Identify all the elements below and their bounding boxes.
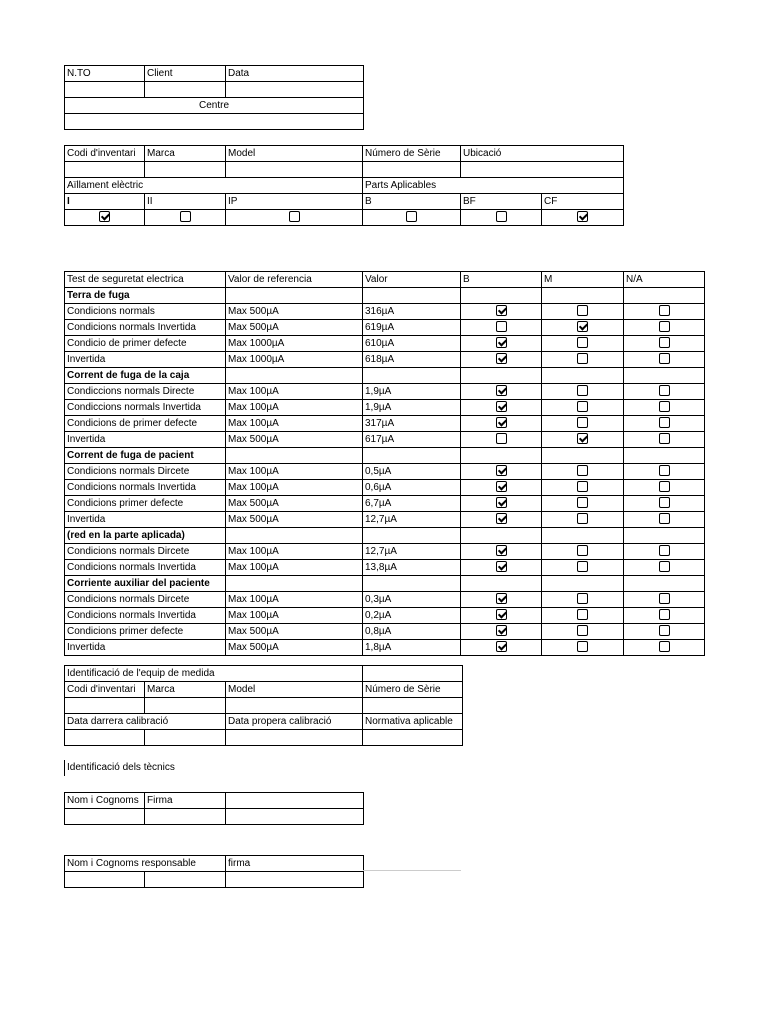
class-ip-label: IP xyxy=(226,194,363,210)
result-checkbox-b[interactable] xyxy=(496,321,507,332)
reference-value: Max 500µA xyxy=(226,432,363,448)
empty-cell xyxy=(461,448,542,464)
technician-extra-field[interactable] xyxy=(226,809,364,825)
device-checks-row xyxy=(65,210,624,226)
result-cell-m xyxy=(542,400,624,416)
responsible-signature-field[interactable] xyxy=(226,872,364,888)
result-checkbox-b[interactable] xyxy=(496,337,507,348)
class-ip-checkbox-cell xyxy=(226,210,363,226)
divider xyxy=(363,870,461,871)
result-checkbox-m[interactable] xyxy=(577,545,588,556)
result-checkbox-na[interactable] xyxy=(659,545,670,556)
empty-cell xyxy=(226,288,363,304)
result-cell-m xyxy=(542,320,624,336)
result-cell-m xyxy=(542,432,624,448)
result-cell-m xyxy=(542,304,624,320)
empty-cell xyxy=(363,288,461,304)
technician-name-label: Nom i Cognoms xyxy=(65,793,145,809)
test-name: Condicions primer defecte xyxy=(65,496,226,512)
test-name: Invertida xyxy=(65,640,226,656)
inventory-code-field[interactable] xyxy=(65,162,145,178)
last-calibration-field-2[interactable] xyxy=(145,730,226,746)
result-checkbox-na[interactable] xyxy=(659,609,670,620)
table-row xyxy=(65,560,705,576)
result-cell-m xyxy=(542,624,624,640)
test-name: Condicions normals Invertida xyxy=(65,320,226,336)
result-cell-m xyxy=(542,336,624,352)
empty-cell xyxy=(461,528,542,544)
reference-value: Max 100µA xyxy=(226,560,363,576)
result-cell-b xyxy=(461,640,542,656)
result-cell-na xyxy=(624,400,705,416)
empty-cell xyxy=(363,576,461,592)
responsible-name-field[interactable] xyxy=(65,872,145,888)
empty-cell xyxy=(624,368,705,384)
header-table xyxy=(64,65,364,130)
result-checkbox-b[interactable] xyxy=(496,417,507,428)
col-test: Test de seguretat electrica xyxy=(65,272,226,288)
result-checkbox-na[interactable] xyxy=(659,641,670,652)
result-checkbox-na[interactable] xyxy=(659,497,670,508)
result-cell-m xyxy=(542,544,624,560)
result-cell-na xyxy=(624,416,705,432)
result-checkbox-na[interactable] xyxy=(659,401,670,412)
table-row xyxy=(65,608,705,624)
empty-cell xyxy=(624,288,705,304)
result-checkbox-na[interactable] xyxy=(659,625,670,636)
result-checkbox-m[interactable] xyxy=(577,465,588,476)
result-checkbox-m[interactable] xyxy=(577,385,588,396)
result-cell-na xyxy=(624,640,705,656)
part-cf-checkbox-cell xyxy=(542,210,624,226)
result-cell-na xyxy=(624,352,705,368)
last-calibration-field[interactable] xyxy=(65,730,145,746)
equipment-title: Identificació de l'equip de medida xyxy=(65,666,363,682)
result-checkbox-na[interactable] xyxy=(659,593,670,604)
checkbox-ii[interactable] xyxy=(180,211,191,222)
part-bf-label: BF xyxy=(461,194,542,210)
result-checkbox-m[interactable] xyxy=(577,561,588,572)
empty-cell xyxy=(542,448,624,464)
section-title: (red en la parte aplicada) xyxy=(65,528,226,544)
test-name: Condiccions normals Directe xyxy=(65,384,226,400)
table-row xyxy=(65,544,705,560)
test-name: Invertida xyxy=(65,512,226,528)
insulation-label: Aïllament elèctric xyxy=(65,178,363,194)
result-cell-na xyxy=(624,320,705,336)
equipment-table xyxy=(64,665,463,746)
part-cf-label: CF xyxy=(542,194,624,210)
technicians-title: Identificació dels tècnics xyxy=(67,762,175,773)
reference-value: Max 100µA xyxy=(226,464,363,480)
result-checkbox-m[interactable] xyxy=(577,593,588,604)
responsible-signature-label: firma xyxy=(226,856,364,872)
test-name: Condicio de primer defecte xyxy=(65,336,226,352)
model-field[interactable] xyxy=(226,162,363,178)
col-m: M xyxy=(542,272,624,288)
section-title: Corrent de fuga de la caja xyxy=(65,368,226,384)
empty-cell xyxy=(542,288,624,304)
empty-cell xyxy=(542,576,624,592)
result-cell-b xyxy=(461,384,542,400)
result-checkbox-b[interactable] xyxy=(496,353,507,364)
section-title: Terra de fuga xyxy=(65,288,226,304)
technician-name-field[interactable] xyxy=(65,809,145,825)
norm-field[interactable] xyxy=(363,730,463,746)
result-checkbox-na[interactable] xyxy=(659,513,670,524)
brand-field[interactable] xyxy=(145,162,226,178)
test-name: Condiccions normals Invertida xyxy=(65,400,226,416)
result-cell-m xyxy=(542,480,624,496)
result-cell-na xyxy=(624,544,705,560)
empty-cell xyxy=(226,368,363,384)
empty-cell xyxy=(363,448,461,464)
result-checkbox-b[interactable] xyxy=(496,401,507,412)
table-row xyxy=(65,464,705,480)
empty-cell xyxy=(461,576,542,592)
empty-cell xyxy=(226,448,363,464)
centre-field[interactable] xyxy=(65,114,364,130)
result-cell-na xyxy=(624,336,705,352)
measured-value: 618µA xyxy=(363,352,461,368)
result-cell-b xyxy=(461,480,542,496)
result-cell-b xyxy=(461,608,542,624)
last-calibration-label: Data darrera calibració xyxy=(65,714,226,730)
empty-cell xyxy=(461,288,542,304)
empty-cell xyxy=(363,528,461,544)
col-value: Valor xyxy=(363,272,461,288)
result-cell-na xyxy=(624,512,705,528)
result-checkbox-m[interactable] xyxy=(577,641,588,652)
table-row xyxy=(65,496,705,512)
empty-cell xyxy=(542,368,624,384)
section-title: Corriente auxiliar del paciente xyxy=(65,576,226,592)
result-cell-na xyxy=(624,432,705,448)
technician-blank xyxy=(226,793,364,809)
result-cell-b xyxy=(461,560,542,576)
eq-inventory-code-field[interactable] xyxy=(65,698,145,714)
next-calibration-field[interactable] xyxy=(226,730,363,746)
result-cell-na xyxy=(624,304,705,320)
applicable-parts-label: Parts Aplicables xyxy=(363,178,624,194)
result-checkbox-na[interactable] xyxy=(659,433,670,444)
result-checkbox-b[interactable] xyxy=(496,465,507,476)
reference-value: Max 100µA xyxy=(226,480,363,496)
test-name: Condicions normals Invertida xyxy=(65,480,226,496)
result-checkbox-na[interactable] xyxy=(659,465,670,476)
result-cell-m xyxy=(542,384,624,400)
reference-value: Max 500µA xyxy=(226,640,363,656)
section-row xyxy=(65,368,705,384)
result-cell-b xyxy=(461,512,542,528)
reference-value: Max 500µA xyxy=(226,320,363,336)
empty-cell xyxy=(624,576,705,592)
reference-value: Max 100µA xyxy=(226,384,363,400)
result-checkbox-na[interactable] xyxy=(659,321,670,332)
measured-value: 0,5µA xyxy=(363,464,461,480)
class-i-checkbox-cell xyxy=(65,210,145,226)
test-name: Invertida xyxy=(65,432,226,448)
measured-value: 13,8µA xyxy=(363,560,461,576)
table-row xyxy=(65,336,705,352)
measured-value: 0,8µA xyxy=(363,624,461,640)
measured-value: 1,9µA xyxy=(363,400,461,416)
technician-signature-label: Firma xyxy=(145,793,226,809)
brand-label: Marca xyxy=(145,146,226,162)
col-b: B xyxy=(461,272,542,288)
result-checkbox-na[interactable] xyxy=(659,481,670,492)
table-row xyxy=(65,480,705,496)
empty-cell xyxy=(542,528,624,544)
result-checkbox-na[interactable] xyxy=(659,353,670,364)
table-row xyxy=(65,320,705,336)
result-checkbox-b[interactable] xyxy=(496,561,507,572)
equipment-title-blank xyxy=(363,666,463,682)
location-field[interactable] xyxy=(461,162,624,178)
result-checkbox-m[interactable] xyxy=(577,401,588,412)
section-row xyxy=(65,448,705,464)
device-table xyxy=(64,145,624,226)
measured-value: 0,2µA xyxy=(363,608,461,624)
nto-field[interactable] xyxy=(65,82,145,98)
reference-value: Max 500µA xyxy=(226,496,363,512)
result-checkbox-b[interactable] xyxy=(496,641,507,652)
result-checkbox-na[interactable] xyxy=(659,385,670,396)
result-checkbox-na[interactable] xyxy=(659,337,670,348)
result-checkbox-m[interactable] xyxy=(577,497,588,508)
divider xyxy=(64,760,65,776)
table-row xyxy=(65,512,705,528)
section-row xyxy=(65,528,705,544)
result-cell-na xyxy=(624,592,705,608)
eq-serial-field[interactable] xyxy=(363,698,463,714)
client-label: Client xyxy=(145,66,226,82)
responsible-name-label: Nom i Cognoms responsable xyxy=(65,856,226,872)
result-checkbox-na[interactable] xyxy=(659,305,670,316)
eq-model-label: Model xyxy=(226,682,363,698)
checkbox-ip[interactable] xyxy=(289,211,300,222)
measured-value: 0,6µA xyxy=(363,480,461,496)
result-cell-b xyxy=(461,432,542,448)
result-cell-b xyxy=(461,544,542,560)
table-row xyxy=(65,384,705,400)
test-name: Condicions normals xyxy=(65,304,226,320)
reference-value: Max 500µA xyxy=(226,512,363,528)
result-cell-m xyxy=(542,512,624,528)
test-name: Condicions normals Invertida xyxy=(65,560,226,576)
part-bf-checkbox-cell xyxy=(461,210,542,226)
measured-value: 610µA xyxy=(363,336,461,352)
table-row xyxy=(65,352,705,368)
result-cell-m xyxy=(542,496,624,512)
empty-cell xyxy=(624,528,705,544)
class-i-label: I xyxy=(65,194,145,210)
result-cell-b xyxy=(461,304,542,320)
test-name: Condicions primer defecte xyxy=(65,624,226,640)
result-checkbox-na[interactable] xyxy=(659,417,670,428)
eq-brand-label: Marca xyxy=(145,682,226,698)
norm-label: Normativa aplicable xyxy=(363,714,463,730)
result-cell-m xyxy=(542,592,624,608)
result-cell-b xyxy=(461,336,542,352)
result-cell-na xyxy=(624,560,705,576)
result-checkbox-b[interactable] xyxy=(496,385,507,396)
measured-value: 12,7µA xyxy=(363,512,461,528)
result-checkbox-m[interactable] xyxy=(577,433,588,444)
technicians-table xyxy=(64,792,364,825)
result-checkbox-b[interactable] xyxy=(496,433,507,444)
result-cell-na xyxy=(624,624,705,640)
result-cell-b xyxy=(461,464,542,480)
checkbox-i[interactable] xyxy=(99,211,110,222)
checkbox-b[interactable] xyxy=(406,211,417,222)
result-cell-b xyxy=(461,496,542,512)
eq-inventory-code-label: Codi d'inventari xyxy=(65,682,145,698)
nto-label: N.TO xyxy=(65,66,145,82)
result-checkbox-na[interactable] xyxy=(659,561,670,572)
result-cell-b xyxy=(461,400,542,416)
result-checkbox-m[interactable] xyxy=(577,337,588,348)
checkbox-bf[interactable] xyxy=(496,211,507,222)
result-checkbox-b[interactable] xyxy=(496,625,507,636)
test-name: Condicions normals Dircete xyxy=(65,464,226,480)
test-name: Condicions normals Dircete xyxy=(65,592,226,608)
result-checkbox-b[interactable] xyxy=(496,545,507,556)
table-row xyxy=(65,432,705,448)
result-cell-m xyxy=(542,560,624,576)
measured-value: 619µA xyxy=(363,320,461,336)
result-checkbox-m[interactable] xyxy=(577,609,588,620)
result-cell-na xyxy=(624,480,705,496)
reference-value: Max 100µA xyxy=(226,544,363,560)
client-field[interactable] xyxy=(145,82,226,98)
empty-cell xyxy=(226,528,363,544)
class-ii-checkbox-cell xyxy=(145,210,226,226)
result-checkbox-m[interactable] xyxy=(577,625,588,636)
result-cell-m xyxy=(542,352,624,368)
location-label: Ubicació xyxy=(461,146,624,162)
section-row xyxy=(65,288,705,304)
test-name: Condicions normals Invertida xyxy=(65,608,226,624)
result-cell-m xyxy=(542,464,624,480)
next-calibration-label: Data propera calibració xyxy=(226,714,363,730)
result-checkbox-m[interactable] xyxy=(577,305,588,316)
result-checkbox-b[interactable] xyxy=(496,481,507,492)
reference-value: Max 100µA xyxy=(226,416,363,432)
empty-cell xyxy=(624,448,705,464)
measured-value: 0,3µA xyxy=(363,592,461,608)
reference-value: Max 100µA xyxy=(226,592,363,608)
reference-value: Max 1000µA xyxy=(226,352,363,368)
technician-signature-field[interactable] xyxy=(145,809,226,825)
date-field[interactable] xyxy=(226,82,364,98)
tests-table xyxy=(64,271,705,656)
result-cell-b xyxy=(461,416,542,432)
part-b-checkbox-cell xyxy=(363,210,461,226)
reference-value: Max 500µA xyxy=(226,624,363,640)
result-checkbox-m[interactable] xyxy=(577,353,588,364)
result-cell-b xyxy=(461,352,542,368)
result-checkbox-b[interactable] xyxy=(496,609,507,620)
eq-serial-label: Número de Sèrie xyxy=(363,682,463,698)
empty-cell xyxy=(461,368,542,384)
part-b-label: B xyxy=(363,194,461,210)
eq-model-field[interactable] xyxy=(226,698,363,714)
model-label: Model xyxy=(226,146,363,162)
result-cell-na xyxy=(624,608,705,624)
eq-brand-field[interactable] xyxy=(145,698,226,714)
col-reference: Valor de referencia xyxy=(226,272,363,288)
table-row xyxy=(65,624,705,640)
measured-value: 617µA xyxy=(363,432,461,448)
table-row xyxy=(65,592,705,608)
measured-value: 316µA xyxy=(363,304,461,320)
result-cell-na xyxy=(624,464,705,480)
result-cell-b xyxy=(461,624,542,640)
inventory-code-label: Codi d'inventari xyxy=(65,146,145,162)
measured-value: 1,9µA xyxy=(363,384,461,400)
test-name: Condicions de primer defecte xyxy=(65,416,226,432)
reference-value: Max 500µA xyxy=(226,304,363,320)
result-cell-na xyxy=(624,384,705,400)
result-cell-b xyxy=(461,320,542,336)
result-cell-m xyxy=(542,416,624,432)
checkbox-cf[interactable] xyxy=(577,211,588,222)
table-row xyxy=(65,640,705,656)
test-name: Condicions normals Dircete xyxy=(65,544,226,560)
measured-value: 6,7µA xyxy=(363,496,461,512)
section-row xyxy=(65,576,705,592)
table-row xyxy=(65,416,705,432)
result-checkbox-b[interactable] xyxy=(496,497,507,508)
reference-value: Max 1000µA xyxy=(226,336,363,352)
table-row xyxy=(65,304,705,320)
section-title: Corrent de fuga de pacient xyxy=(65,448,226,464)
table-row xyxy=(65,400,705,416)
result-checkbox-m[interactable] xyxy=(577,513,588,524)
result-cell-m xyxy=(542,608,624,624)
measured-value: 12,7µA xyxy=(363,544,461,560)
result-cell-na xyxy=(624,496,705,512)
measured-value: 1,8µA xyxy=(363,640,461,656)
result-checkbox-b[interactable] xyxy=(496,305,507,316)
responsible-table xyxy=(64,855,364,888)
date-label: Data xyxy=(226,66,364,82)
result-checkbox-m[interactable] xyxy=(577,481,588,492)
reference-value: Max 100µA xyxy=(226,608,363,624)
empty-cell xyxy=(363,368,461,384)
col-na: N/A xyxy=(624,272,705,288)
serial-field[interactable] xyxy=(363,162,461,178)
test-name: Invertida xyxy=(65,352,226,368)
centre-label: Centre xyxy=(65,98,364,114)
responsible-name-field-2[interactable] xyxy=(145,872,226,888)
empty-cell xyxy=(226,576,363,592)
result-checkbox-m[interactable] xyxy=(577,321,588,332)
result-cell-b xyxy=(461,592,542,608)
result-checkbox-m[interactable] xyxy=(577,417,588,428)
result-cell-m xyxy=(542,640,624,656)
result-checkbox-b[interactable] xyxy=(496,593,507,604)
reference-value: Max 100µA xyxy=(226,400,363,416)
result-checkbox-b[interactable] xyxy=(496,513,507,524)
measured-value: 317µA xyxy=(363,416,461,432)
serial-label: Número de Sèrie xyxy=(363,146,461,162)
class-ii-label: II xyxy=(145,194,226,210)
